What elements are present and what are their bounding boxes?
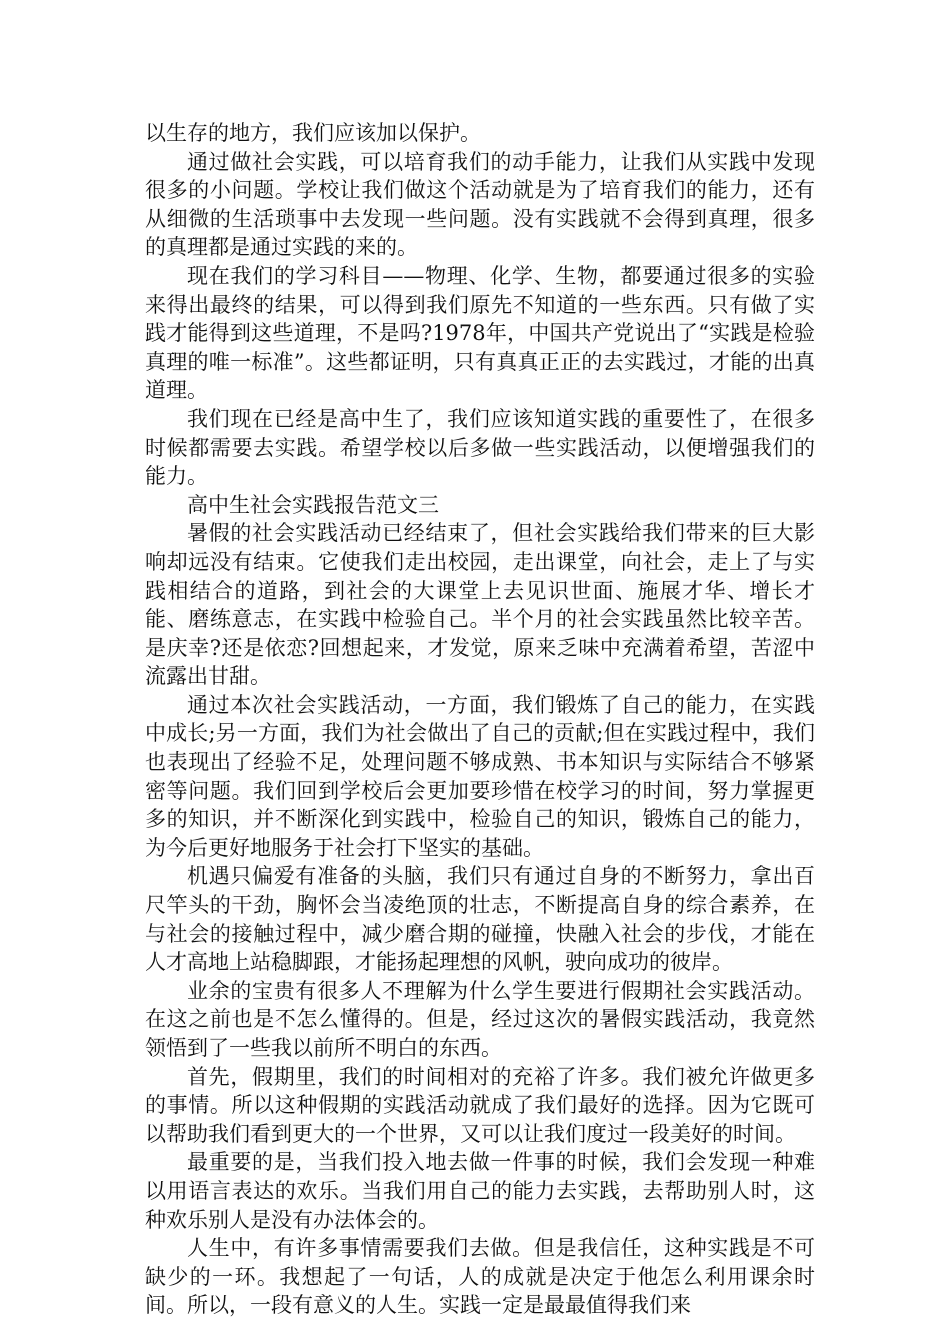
paragraph-summer-practice: 暑假的社会实践活动已经结束了，但社会实践给我们带来的巨大影响却远没有结束。它使我们走出校园，走出课堂，向社会，走上了与实践相结合的道路，到社会的大课堂上去见识世面、施展才华、增长才能、磨练意志，在实践中检验自己。半个月的社会实践虽然比较辛苦。是庆幸?还是依恋?回想起来，才发觉，原来乏味中充满着希望，苦涩中流露出甘甜。 (145, 521, 815, 689)
paragraph-first: 首先，假期里，我们的时间相对的充裕了许多。我们被允许做更多的事情。所以这种假期的实践活动就成了我们最好的选择。因为它既可以帮助我们看到更大的一个世界，又可以让我们度过一段美好的时间。 (145, 1064, 815, 1146)
section-heading: 高中生社会实践报告范文三 (187, 492, 439, 517)
paragraph-practice-ability: 通过做社会实践，可以培育我们的动手能力，让我们从实践中发现很多的小问题。学校让我们做这个活动就是为了培育我们的能力，还有从细微的生活琐事中去发现一些问题。没有实践就不会得到真理，很多的真理都是通过实践的来的。 (145, 149, 815, 260)
paragraph-continuation: 以生存的地方，我们应该加以保护。 (145, 121, 481, 145)
paragraph-opportunity: 机遇只偏爱有准备的头脑，我们只有通过自身的不断努力，拿出百尺竿头的干劲，胸怀会当凌绝顶的壮志，不断提高自身的综合素养，在与社会的接触过程中，减少磨合期的碰撞，快融入社会的步伐，才能在人才高地上站稳脚跟，才能扬起理想的风帆，驶向成功的彼岸。 (145, 864, 815, 975)
paragraph-most-important: 最重要的是，当我们投入地去做一件事的时候，我们会发现一种难以用语言表达的欢乐。当我们用自己的能力去实践，去帮助别人时，这种欢乐别人是没有办法体会的。 (145, 1150, 815, 1232)
paragraph-spare-time: 业余的宝贵有很多人不理解为什么学生要进行假期社会实践活动。在这之前也是不怎么懂得的。但是，经过这次的暑假实践活动，我竟然领悟到了一些我以前所不明白的东西。 (145, 978, 815, 1060)
paragraph-science-subjects: 现在我们的学习科目——物理、化学、生物，都要通过很多的实验来得出最终的结果，可以得到我们原先不知道的一些东西。只有做了实践才能得到这些道理，不是吗?1978年，中国共产党说出了“实践是检验真理的唯一标准”。这些都证明，只有真真正正的去实践过，才能的出真道理。 (145, 263, 815, 403)
paragraph-this-activity: 通过本次社会实践活动，一方面，我们锻炼了自己的能力，在实践中成长;另一方面，我们为社会做出了自己的贡献;但在实践过程中，我们也表现出了经验不足，处理问题不够成熟、书本知识与实际结合不够紧密等问题。我们回到学校后会更加要珍惜在校学习的时间，努力掌握更多的知识，并不断深化到实践中，检验自己的知识，锻炼自己的能力，为今后更好地服务于社会打下坚实的基础。 (145, 692, 815, 860)
paragraph-high-school-students: 我们现在已经是高中生了，我们应该知道实践的重要性了，在很多时候都需要去实践。希望学校以后多做一些实践活动，以便增强我们的能力。 (145, 406, 815, 489)
paragraph-life: 人生中，有许多事情需要我们去做。但是我信任，这种实践是不可缺少的一环。我想起了一句话，人的成就是决定于他怎么利用课余时间。所以，一段有意义的人生。实践一定是最最值得我们来 (145, 1236, 815, 1318)
document-page (145, 119, 815, 1320)
